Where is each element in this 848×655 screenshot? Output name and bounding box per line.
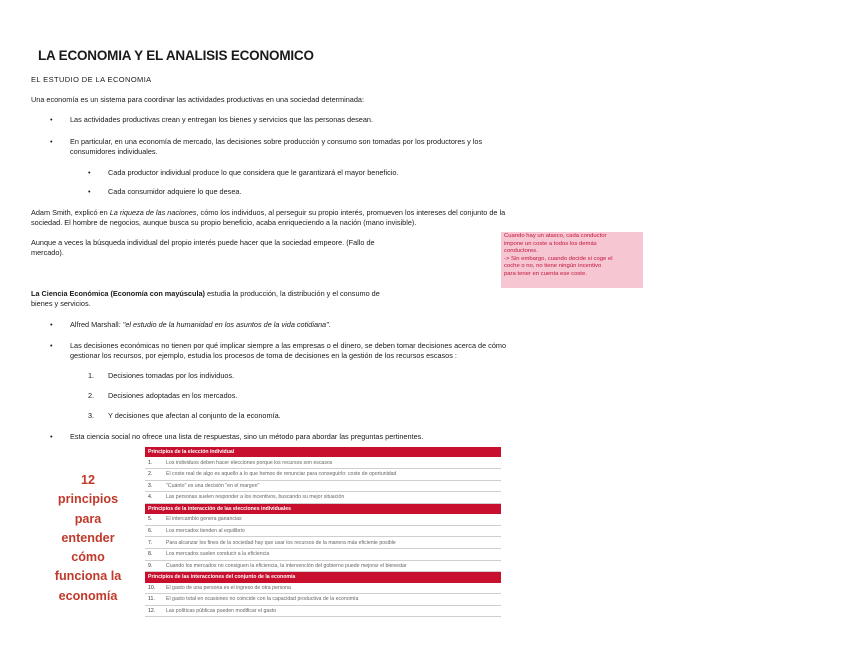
principle-text: Las políticas públicas pueden modificar el gasto — [163, 605, 501, 617]
principle-number: 6. — [145, 525, 163, 537]
numbered-item: 3. Y decisiones que afectan al conjunto de la economía. — [88, 411, 281, 420]
list-item: • Cada productor individual produce lo que considera que le garantizará el mayor beneficio. — [88, 168, 399, 177]
section-subtitle: EL ESTUDIO DE LA ECONOMIA — [31, 75, 152, 84]
table-row — [145, 605, 501, 617]
document-title: LA ECONOMIA Y EL ANALISIS ECONOMICO — [38, 48, 314, 63]
table-row — [145, 457, 501, 468]
bullet-icon: • — [88, 187, 91, 196]
table-section-header — [145, 503, 501, 514]
table-row — [145, 480, 501, 492]
table-row — [145, 537, 501, 549]
section-header-label: Principios de la elección individual — [145, 447, 501, 457]
table-row — [145, 468, 501, 480]
principle-number: 2. — [145, 468, 163, 480]
principle-number: 7. — [145, 537, 163, 549]
principle-text: Los mercados tienden al equilibrio — [163, 525, 501, 537]
table-row — [145, 560, 501, 572]
intro-paragraph: Una economía es un sistema para coordinar las actividades productivas en una sociedad determinada: — [31, 95, 365, 104]
table-section-header — [145, 572, 501, 583]
list-item: • Las actividades productivas crean y entregan los bienes y servicios que las personas desean. — [50, 115, 373, 124]
principle-number: 9. — [145, 560, 163, 572]
principle-text: Los individuos deben hacer elecciones porque los recursos son escasos — [163, 457, 501, 468]
principle-text: El intercambio genera ganancias — [163, 514, 501, 525]
table-row — [145, 525, 501, 537]
table-row — [145, 594, 501, 606]
table-row — [145, 514, 501, 525]
list-item: • Las decisiones económicas no tienen por qué implicar siempre a las empresas o el dinero, se deben tomar decisiones acerca de cómo gestionar los recursos, por ejemplo, estudia los procesos de toma de decisiones en la gestión de los recursos escasos : — [50, 341, 507, 360]
bullet-icon: • — [50, 115, 53, 124]
table-row — [145, 583, 501, 594]
bullet-icon: • — [50, 137, 53, 146]
principle-text: El gasto de una persona es el ingreso de otra persona — [163, 583, 501, 594]
section-header-label: Principios de las interacciones del conjunto de la economía — [145, 572, 501, 583]
principle-text: Cuando los mercados no consiguen la eficiencia, la intervención del gobierno puede mejorar el bienestar — [163, 560, 501, 572]
table-section-header — [145, 447, 501, 457]
principle-number: 12. — [145, 605, 163, 617]
principle-text: El gasto total en ocasiones no coincide con la capacidad productiva de la economía — [163, 594, 501, 606]
numbered-item: 2. Decisiones adoptadas en los mercados. — [88, 391, 238, 400]
principle-text: Las personas suelen responder a los incentivos, buscando su mejor situación — [163, 492, 501, 504]
bullet-icon: • — [50, 320, 53, 329]
list-item: • Cada consumidor adquiere lo que desea. — [88, 187, 242, 196]
principle-text: "Cuánto" es una decisión "en el margen" — [163, 480, 501, 492]
section-header-label: Principios de la interacción de las elecciones individuales — [145, 503, 501, 514]
principle-number: 10. — [145, 583, 163, 594]
principle-text: Para alcanzar los fines de la sociedad hay que usar los recursos de la manera más eficiente posible — [163, 537, 501, 549]
principle-number: 1. — [145, 457, 163, 468]
bullet-icon: • — [50, 432, 53, 441]
principle-number: 5. — [145, 514, 163, 525]
list-item: • En particular, en una economía de mercado, las decisiones sobre producción y consumo son tomadas por los productores y los consumidores individuales. — [50, 137, 483, 156]
principle-text: Los mercados suelen conducir a la eficiencia — [163, 548, 501, 560]
market-failure-paragraph: Aunque a veces la búsqueda individual del propio interés puede hacer que la sociedad empeore. (Fallo de mercado). — [31, 238, 375, 257]
bullet-icon: • — [88, 168, 91, 177]
bullet-icon: • — [50, 341, 53, 350]
table-row — [145, 548, 501, 560]
table-row — [145, 492, 501, 504]
principle-number: 3. — [145, 480, 163, 492]
principles-table — [145, 447, 501, 617]
principle-number: 11. — [145, 594, 163, 606]
numbered-item: 1. Decisiones tomadas por los individuos. — [88, 371, 235, 380]
comment-note: Cuando hay un atasco, cada conductor impone un coste a todos los demás conductores. -> Sin embargo, cuando decide si coge el coche o no, no tiene ningún incentivo para tener en cuenta ese coste. — [501, 232, 643, 288]
list-item: • Alfred Marshall: "el estudio de la humanidad en los asuntos de la vida cotidiana". — [50, 320, 331, 329]
list-item: • Esta ciencia social no ofrece una lista de respuestas, sino un método para abordar las preguntas pertinentes. — [50, 432, 424, 441]
principles-label: 12 principios para entender cómo funciona la economía — [54, 473, 122, 603]
principle-number: 8. — [145, 548, 163, 560]
science-paragraph: La Ciencia Económica (Economía con mayúscula) estudia la producción, la distribución y el consumo de bienes y servicios. — [31, 289, 380, 308]
principle-number: 4. — [145, 492, 163, 504]
principle-text: El coste real de algo es aquello a lo que hemos de renunciar para conseguirlo: coste de oportunidad — [163, 468, 501, 480]
smith-paragraph: Adam Smith, explicó en La riqueza de las naciones, cómo los individuos, al perseguir su propio interés, promueven los intereses del conjunto de la sociedad. El hombre de negocios, aunque busca su propio beneficio, acaba enriqueciendo a la nación (mano invisible). — [31, 208, 506, 227]
